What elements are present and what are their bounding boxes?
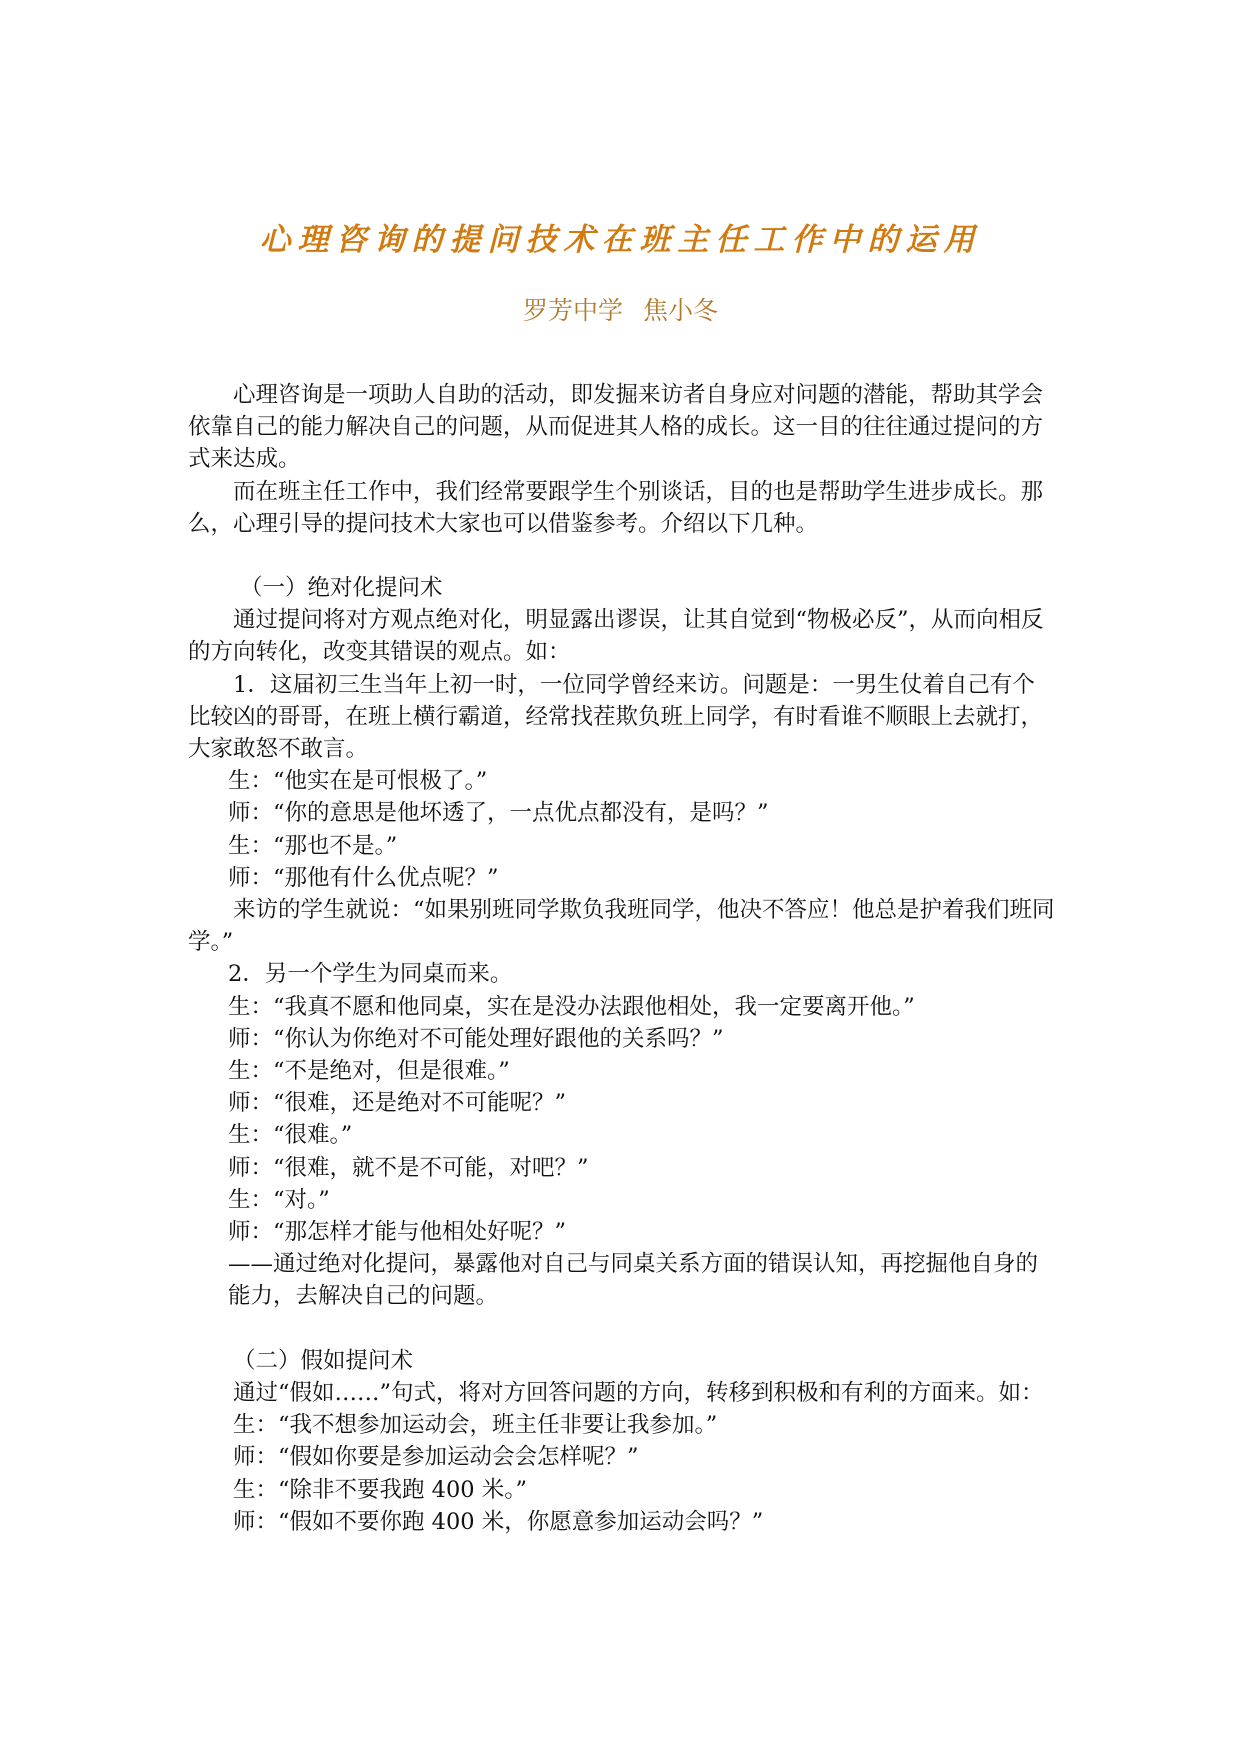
dialogue-line: 师：“那怎样才能与他相处好呢？”: [228, 1219, 567, 1246]
dialogue-line: 师：“你认为你绝对不可能处理好跟他的关系吗？”: [228, 1025, 724, 1052]
dialogue-line: 师：“很难，还是绝对不可能呢？”: [228, 1090, 567, 1117]
dialogue-line: 师：“假如不要你跑 400 米，你愿意参加运动会吗？”: [233, 1508, 764, 1535]
dialogue-line: 生：“那也不是。”: [228, 832, 398, 859]
author-school: 罗芳中学: [522, 296, 623, 325]
section-2-heading: （二）假如提问术: [233, 1347, 414, 1374]
dialogue-line: 生：“很难。”: [228, 1122, 353, 1149]
section-1-heading: （一）绝对化提问术: [240, 575, 443, 602]
dialogue-line: 生：“对。”: [228, 1186, 330, 1213]
spacer: [188, 1313, 1055, 1345]
document-body: [188, 379, 1055, 1538]
dialogue-line: 师：“那他有什么优点呢？”: [228, 864, 499, 891]
section-1-description: 通过提问将对方观点绝对化，明显露出谬误，让其自觉到“物极必反”，从而向相反的方向转化，改变其错误的观点。如：: [188, 607, 1044, 666]
spacer: [188, 540, 1055, 572]
case-1-outcome: 来访的学生就说：“如果别班同学欺负我班同学，他决不答应！他总是护着我们班同学。”: [188, 897, 1055, 956]
author-line: [0, 293, 1241, 329]
author-name: 焦小冬: [643, 296, 719, 325]
case-1-intro: 1．这届初三生当年上初一时，一位同学曾经来访。问题是：一男生仗着自己有个比较凶的哥哥，在班上横行霸道，经常找茬欺负班上同学，有时看谁不顺眼上去就打，大家敢怒不敢言。: [188, 671, 1044, 763]
dialogue-line: 生：“他实在是可恨极了。”: [228, 768, 488, 795]
dialogue-line: 师：“很难，就不是不可能，对吧？”: [228, 1154, 589, 1181]
intro-paragraph-2: 而在班主任工作中，我们经常要跟学生个别谈话，目的也是帮助学生进步成长。那么，心理引导的提问技术大家也可以借鉴参考。介绍以下几种。: [188, 478, 1044, 537]
dialogue-line: 生：“我真不愿和他同桌，实在是没办法跟他相处，我一定要离开他。”: [228, 993, 915, 1020]
case-2-intro: 2．另一个学生为同桌而来。: [228, 961, 513, 988]
dialogue-line: 师：“你的意思是他坏透了，一点优点都没有，是吗？”: [228, 800, 769, 827]
intro-paragraph-1: 心理咨询是一项助人自助的活动，即发掘来访者自身应对问题的潜能，帮助其学会依靠自己的能力解决自己的问题，从而促进其人格的成长。这一目的往往通过提问的方式来达成。: [188, 382, 1044, 473]
dialogue-line: 生：“不是绝对，但是很难。”: [228, 1058, 510, 1085]
section-2-description: 通过“假如……”句式，将对方回答问题的方向，转移到积极和有利的方面来。如：: [233, 1379, 1044, 1406]
dialogue-line: 生：“除非不要我跑 400 米。”: [233, 1476, 528, 1503]
case-2-summary: ——通过绝对化提问，暴露他对自己与同桌关系方面的错误认知，再挖掘他自身的能力，去解决自己的问题。: [228, 1251, 1039, 1310]
dialogue-line: 师：“假如你要是参加运动会会怎样呢？”: [233, 1444, 639, 1471]
document-title: 心理咨询的提问技术在班主任工作中的运用: [259, 222, 982, 258]
dialogue-line: 生：“我不想参加运动会，班主任非要让我参加。”: [233, 1412, 718, 1439]
